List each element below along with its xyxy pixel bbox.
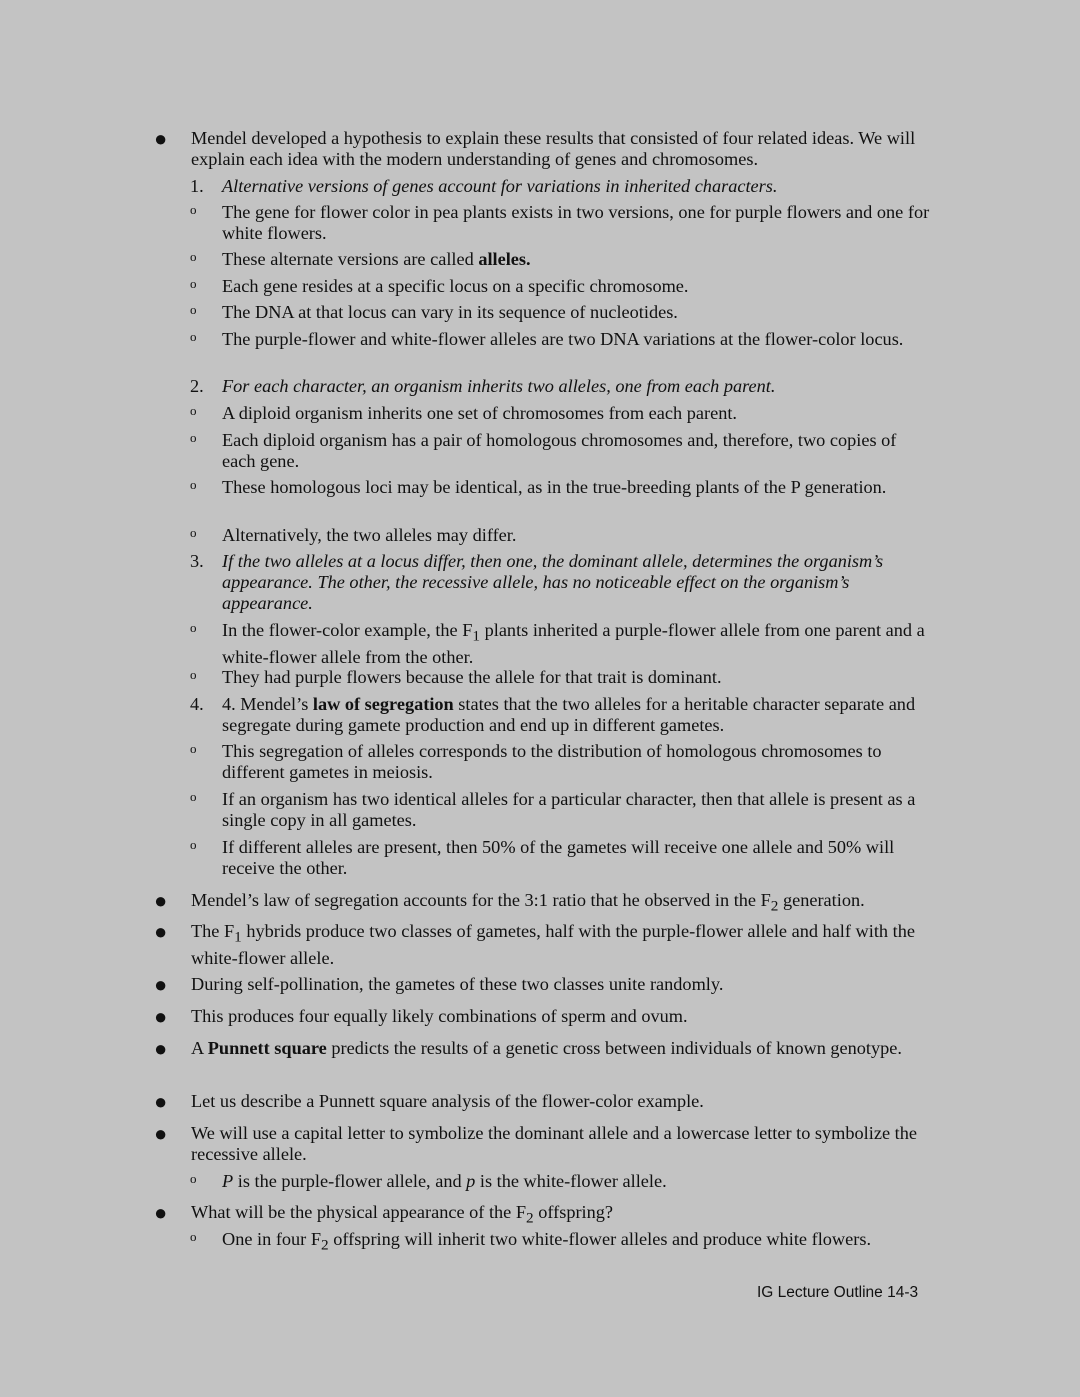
- term-law-of-segregation: law of segregation: [312, 694, 454, 714]
- sub-bullet-marker: o: [190, 620, 197, 635]
- sub-bullet-marker: o: [190, 1229, 197, 1244]
- idea-1: Alternative versions of genes account for variations in inherited characters.: [222, 176, 778, 196]
- sub-bullet-marker: o: [190, 741, 197, 756]
- idea-2-point-a: A diploid organism inherits one set of chromosomes from each parent.: [222, 403, 737, 423]
- number-marker-3: 3.: [190, 551, 204, 571]
- bullet-marker: ●: [154, 972, 168, 997]
- sub-bullet-marker: o: [190, 837, 197, 852]
- sub-bullet-marker: o: [190, 276, 197, 291]
- idea-2-point-d: Alternatively, the two alleles may differ.: [222, 525, 517, 545]
- idea-3-point-b: They had purple flowers because the allele for that trait is dominant.: [222, 667, 722, 687]
- paragraph-f1-hybrids: The $F_1$ hybrids produce two classes of gametes, half with the purple-flower allele and half with the white-flower allele.: [191, 921, 915, 968]
- term-punnett-square: Punnett square: [207, 1038, 327, 1058]
- sub-bullet-marker: o: [190, 430, 197, 445]
- paragraph-combinations: This produces four equally likely combinations of sperm and ovum.: [191, 1006, 688, 1026]
- paragraph-segregation-ratio: Mendel’s law of segregation accounts for the 3:1 ratio that he observed in the $F_2$ generation.: [191, 890, 865, 915]
- number-marker-1: 1.: [190, 176, 204, 196]
- number-marker-2: 2.: [190, 376, 204, 396]
- idea-1-point-e: The purple-flower and white-flower alleles are two DNA variations at the flower-color locus.: [222, 329, 904, 349]
- term-alleles: alleles.: [478, 249, 531, 269]
- sub-bullet-marker: o: [190, 302, 197, 317]
- sub-bullet-marker: o: [190, 667, 197, 682]
- paragraph-punnett-analysis: Let us describe a Punnett square analysis of the flower-color example.: [191, 1091, 704, 1111]
- sub-bullet-marker: o: [190, 403, 197, 418]
- idea-1-point-a: The gene for flower color in pea plants exists in two versions, one for purple flowers and one for white flowers.: [222, 202, 930, 243]
- paragraph-letter-symbols: We will use a capital letter to symbolize the dominant allele and a lowercase letter to symbolize the recessive allele.: [191, 1123, 917, 1164]
- idea-4-point-b: If an organism has two identical alleles for a particular character, then that allele is present as a single copy in all gametes.: [222, 789, 916, 830]
- sub-bullet-marker: o: [190, 477, 197, 492]
- idea-3-point-a: In the flower-color example, the $F_1$ plants inherited a purple-flower allele from one parent and a white-flower allele from the other.: [222, 620, 925, 667]
- idea-1-point-d: The DNA at that locus can vary in its sequence of nucleotides.: [222, 302, 678, 322]
- allele-symbols: P is the purple-flower allele, and p is the white-flower allele.: [222, 1171, 667, 1191]
- sub-bullet-marker: o: [190, 1171, 197, 1186]
- sub-bullet-marker: o: [190, 329, 197, 344]
- idea-1-point-b: These alternate versions are called alleles.: [222, 249, 531, 269]
- bullet-marker: ●: [154, 919, 168, 944]
- bullet-marker: ●: [154, 126, 168, 151]
- sub-bullet-marker: o: [190, 525, 197, 540]
- idea-2-point-c: These homologous loci may be identical, as in the true-breeding plants of the P generation.: [222, 477, 887, 497]
- bullet-marker: ●: [154, 1089, 168, 1114]
- idea-3: If the two alleles at a locus differ, then one, the dominant allele, determines the organism’s appearance. The other, the recessive allele, has no noticeable effect on the organism’s appearance.: [222, 551, 884, 613]
- paragraph-self-pollination: During self-pollination, the gametes of these two classes unite randomly.: [191, 974, 724, 994]
- idea-4: 4. Mendel’s law of segregation states that the two alleles for a heritable character separate and segregate during gamete production and end up in different gametes.: [222, 694, 916, 735]
- paragraph-hypothesis: Mendel developed a hypothesis to explain these results that consisted of four related ideas. We will explain each idea with the modern understanding of genes and chromosomes.: [191, 128, 916, 169]
- idea-4-point-a: This segregation of alleles corresponds to the distribution of homologous chromosomes to different gametes in meiosis.: [222, 741, 882, 782]
- idea-2: For each character, an organism inherits two alleles, one from each parent.: [222, 376, 776, 396]
- bullet-marker: ●: [154, 1036, 168, 1061]
- sub-bullet-marker: o: [190, 789, 197, 804]
- sub-bullet-marker: o: [190, 202, 197, 217]
- bullet-marker: ●: [154, 888, 168, 913]
- bullet-marker: ●: [154, 1121, 168, 1146]
- f2-answer: One in four $F_2$ offspring will inherit two white-flower alleles and produce white flowers.: [222, 1229, 872, 1254]
- bullet-marker: ●: [154, 1004, 168, 1029]
- sub-bullet-marker: o: [190, 249, 197, 264]
- paragraph-f2-question: What will be the physical appearance of the $F_2$ offspring?: [191, 1202, 614, 1227]
- number-marker-4: 4.: [190, 694, 204, 714]
- bullet-marker: ●: [154, 1200, 168, 1225]
- idea-1-point-c: Each gene resides at a specific locus on a specific chromosome.: [222, 276, 689, 296]
- idea-2-point-b: Each diploid organism has a pair of homologous chromosomes and, therefore, two copies of each gene.: [222, 430, 897, 471]
- idea-4-point-c: If different alleles are present, then 50% of the gametes will receive one allele and 50% will receive the other.: [222, 837, 895, 878]
- paragraph-punnett-square: A Punnett square predicts the results of a genetic cross between individuals of known genotype.: [191, 1038, 902, 1058]
- page-footer: IG Lecture Outline 14-3: [757, 1284, 919, 1301]
